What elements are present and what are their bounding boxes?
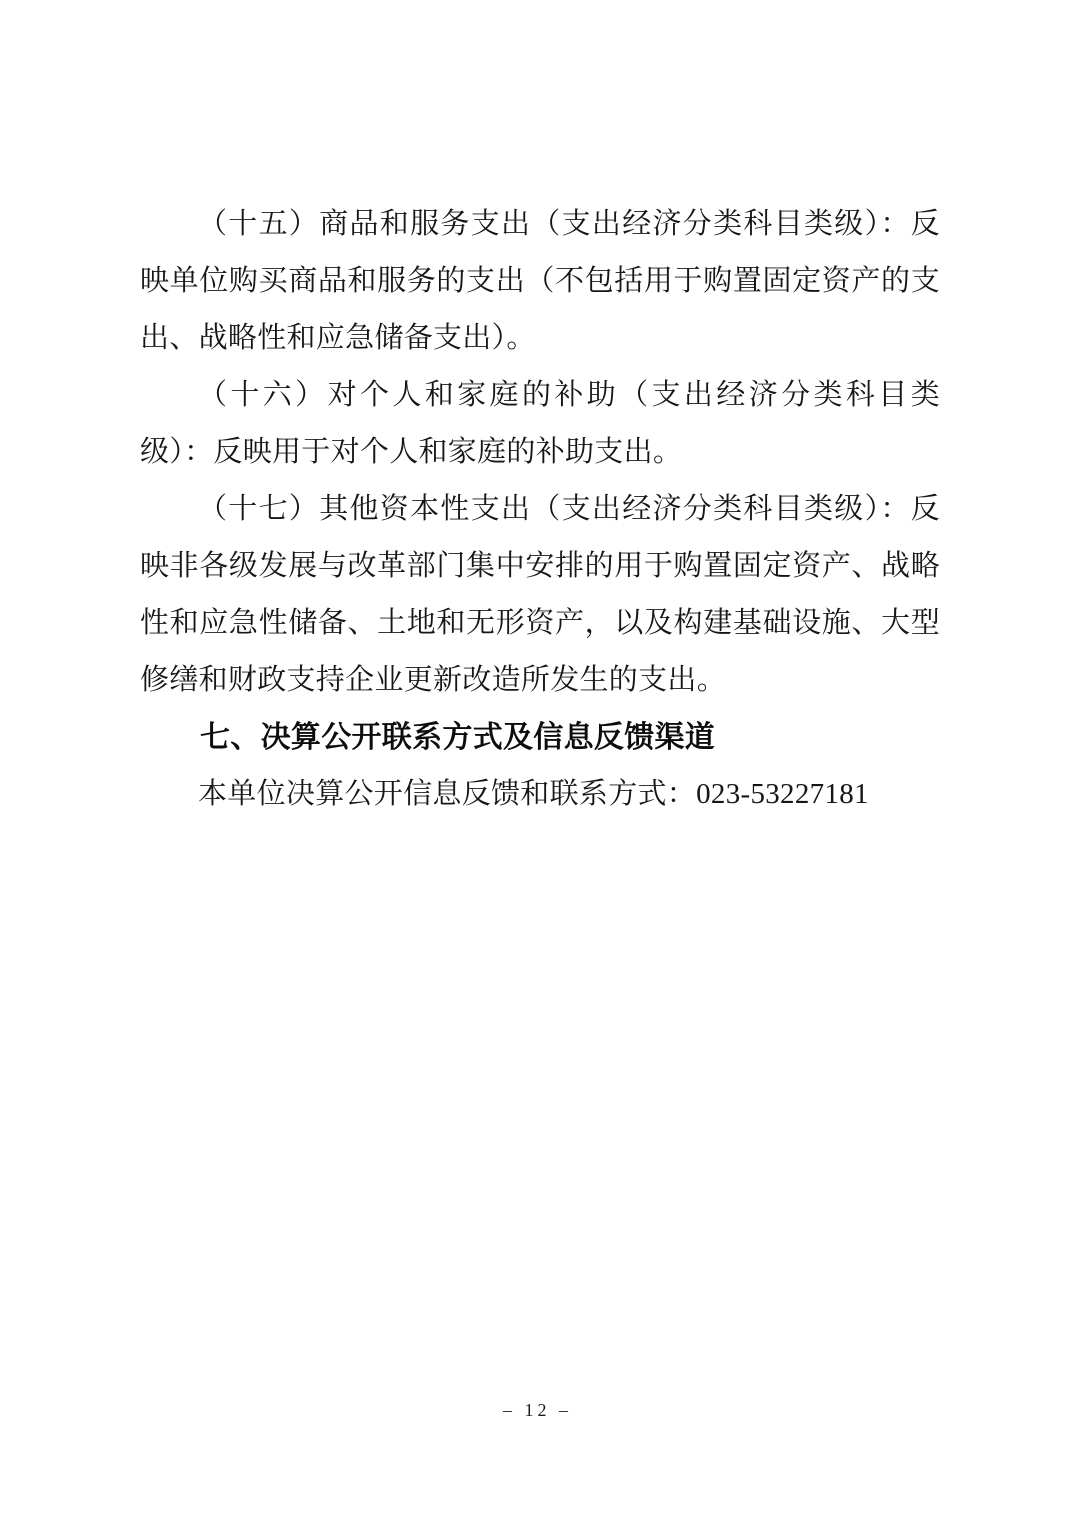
page-number: – 12 – <box>503 1400 572 1420</box>
contact-info-line: 本单位决算公开信息反馈和联系方式：023-53227181 <box>198 778 869 810</box>
document-body <box>140 196 940 823</box>
paragraph-item-16: （十六）对个人和家庭的补助（支出经济分类科目类级）：反映用于对个人和家庭的补助支出。 <box>140 379 940 468</box>
paragraph-item-17: （十七）其他资本性支出（支出经济分类科目类级）：反映非各级发展与改革部门集中安排的用于购置固定资产、战略性和应急性储备、土地和无形资产，以及构建基础设施、大型修缮和财政支持企业更新改造所发生的支出。 <box>140 493 940 696</box>
section-heading: 七、决算公开联系方式及信息反馈渠道 <box>200 721 716 754</box>
paragraph-item-15: （十五）商品和服务支出（支出经济分类科目类级）：反映单位购买商品和服务的支出（不包括用于购置固定资产的支出、战略性和应急储备支出）。 <box>140 208 940 354</box>
